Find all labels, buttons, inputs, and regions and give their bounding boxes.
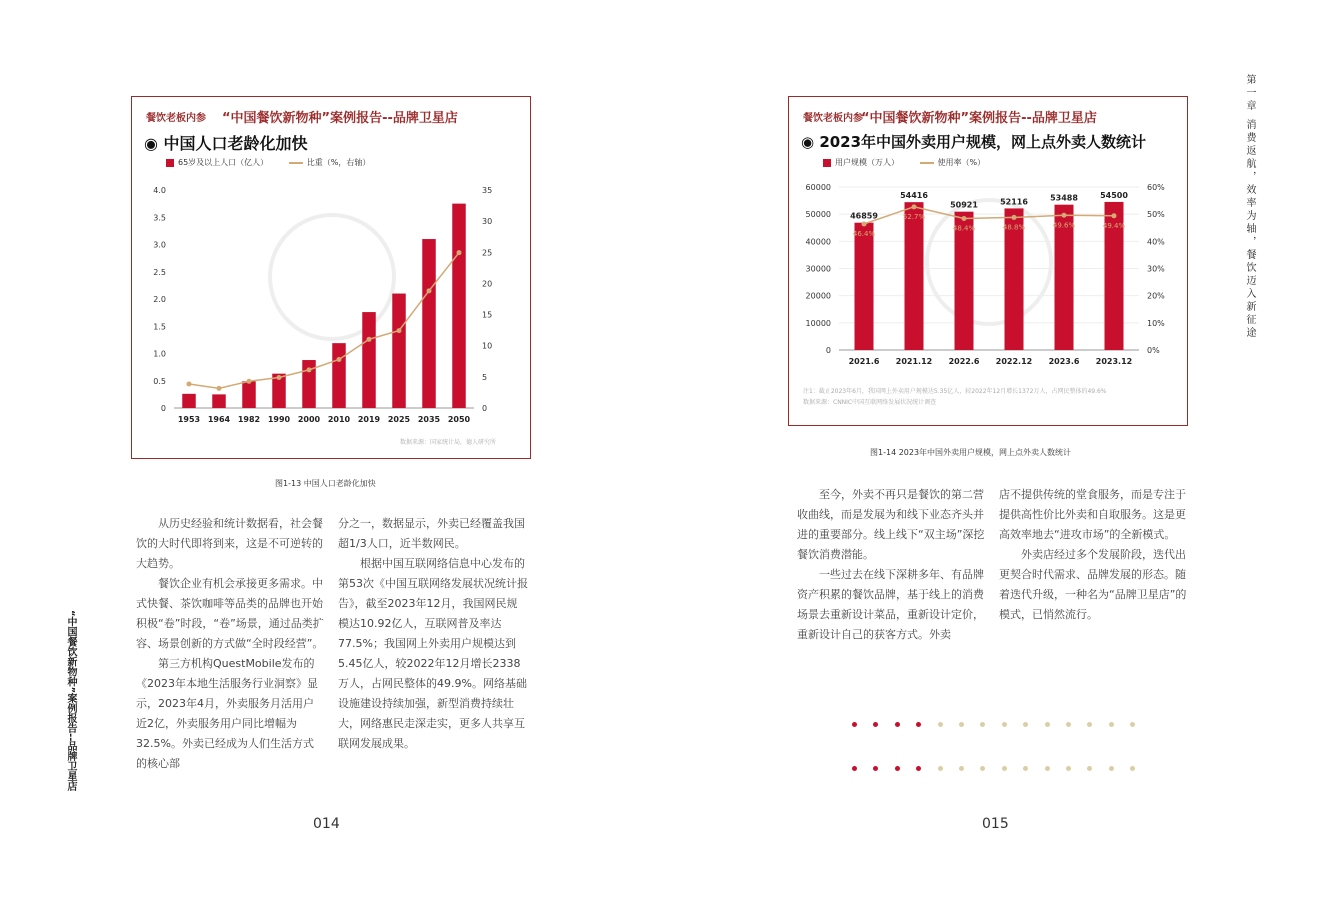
decor-dot (959, 766, 964, 771)
line-point (962, 216, 967, 221)
decor-dot (980, 766, 985, 771)
decor-dot (1130, 766, 1135, 771)
paragraph: 外卖店经过多个发展阶段，迭代出更契合时代需求、品牌发展的形态。随着迭代升级，一种名为“品牌卫星店”的模式，已悄然流行。 (999, 548, 1187, 621)
decor-dot (1023, 766, 1028, 771)
bar-value-label: 46859 (850, 211, 878, 221)
paragraph: 一些过去在线下深耕多年、有品牌资产积累的餐饮品牌，基于线上的消费场景去重新设计菜品，重新设计定价，重新设计自己的获客方式。外卖 (797, 568, 984, 641)
right-text-column-2 (999, 485, 1189, 625)
x-tick-label: 2022.12 (995, 357, 1033, 366)
bar-value-label: 54416 (900, 191, 928, 201)
page-number: 015 (982, 816, 1009, 832)
x-tick-label: 1982 (237, 415, 261, 424)
y-tick-label: 4.0 (153, 186, 166, 195)
line-point (457, 250, 462, 255)
left-text-column-2 (338, 514, 528, 754)
bar (242, 381, 256, 408)
bar (422, 239, 436, 408)
paragraph: 从历史经验和统计数据看，社会餐饮的大时代即将到来，这是不可逆转的大趋势。 (136, 517, 323, 570)
report-title: “中国餐饮新物种”案例报告--品牌卫星店 (222, 111, 458, 126)
left-text-column-1 (136, 514, 324, 774)
y2-tick-label: 20% (1147, 291, 1165, 301)
decor-dot (852, 766, 857, 771)
bar (852, 223, 876, 350)
line-value-label: 49.4% (1102, 221, 1126, 230)
line-point (862, 221, 867, 226)
target-icon: ◉ (801, 133, 820, 151)
bar-value-label: 52116 (1000, 197, 1028, 207)
line-value-label: 49.6% (1052, 221, 1076, 230)
x-tick-label: 2019 (357, 415, 381, 424)
y-tick-label: 40000 (805, 237, 831, 247)
decor-dot (873, 722, 878, 727)
decor-dot (959, 722, 964, 727)
x-tick-label: 2000 (297, 415, 321, 424)
y2-tick-label: 20 (482, 279, 493, 289)
y-tick-label: 1.5 (153, 322, 166, 332)
paragraph: 根据中国互联网络信息中心发布的第53次《中国互联网络发展状况统计报告》，截至2023年12月，我国网民规模达10.92亿人，互联网普及率达77.5%；我国网上外卖用户规模达到5.45亿人，较2022年12月增长2338万人，占网民整体的49.9%。网络基础设施建设持续加强，新型消费持续壮大，网络惠民走深走实，更多人共享互联网发展成果。 (338, 557, 528, 750)
figure-caption: 图1-13 中国人口老龄化加快 (275, 479, 376, 488)
x-tick-label: 2021.6 (848, 357, 880, 366)
x-tick-label: 1990 (267, 415, 291, 424)
x-tick-label: 2025 (387, 415, 411, 424)
y-tick-label: 1.0 (153, 349, 166, 359)
decor-dot (1045, 766, 1050, 771)
x-tick-label: 2035 (417, 415, 441, 424)
y2-tick-label: 25 (482, 248, 493, 258)
line-value-label: 48.8% (1002, 223, 1026, 232)
bar (302, 360, 316, 408)
paragraph: 第三方机构QuestMobile发布的《2023年本地生活服务行业洞察》显示，2023年4月，外卖服务月活用户近2亿，外卖服务用户同比增幅为32.5%。外卖已经成为人们生活方式的核心部 (136, 657, 318, 770)
decor-dot (1066, 766, 1071, 771)
series-line (189, 253, 459, 389)
y-tick-label: 0 (160, 404, 166, 413)
y-tick-label: 20000 (805, 291, 831, 301)
decor-dot (938, 766, 943, 771)
y-tick-label: 3.0 (153, 240, 166, 250)
y2-tick-label: 40% (1147, 237, 1165, 247)
decor-dot (938, 722, 943, 727)
line-point (307, 367, 312, 372)
y-tick-label: 3.5 (153, 213, 166, 223)
y2-tick-label: 50% (1147, 210, 1165, 220)
bar (332, 343, 346, 408)
line-value-label: 46.4% (852, 229, 876, 238)
target-icon: ◉ (144, 134, 164, 153)
aging-chart-plot (132, 97, 530, 458)
decor-dot (895, 766, 900, 771)
line-point (397, 328, 402, 333)
y2-tick-label: 10% (1147, 318, 1165, 328)
paragraph: 至今，外卖不再只是餐饮的第二营收曲线，而是发展为和线下业态齐头并进的重要部分。线上线下“双主场”深挖餐饮消费潜能。 (797, 488, 985, 561)
bar (182, 394, 196, 408)
bar (452, 204, 466, 408)
y-tick-label: 2.5 (153, 267, 166, 277)
delivery-chart-card (788, 96, 1188, 426)
line-point (217, 386, 222, 391)
decor-dot (895, 722, 900, 727)
y-tick-label: 0 (825, 346, 831, 355)
delivery-chart-plot (789, 97, 1187, 425)
y-tick-label: 50000 (805, 210, 831, 220)
chart-title: ◉ 2023年中国外卖用户规模，网上点外卖人数统计 (801, 133, 1147, 151)
line-point (1062, 213, 1067, 218)
y-tick-label: 60000 (805, 183, 831, 192)
decor-dot (980, 722, 985, 727)
y-tick-label: 2.0 (153, 295, 166, 304)
line-value-label: 48.4% (952, 224, 976, 233)
right-text-column-1 (797, 485, 985, 645)
report-title: “中国餐饮新物种”案例报告--品牌卫星店 (861, 111, 1097, 126)
line-point (1112, 213, 1117, 218)
x-tick-label: 1964 (207, 415, 231, 424)
decor-dot (1087, 766, 1092, 771)
bar-value-label: 50921 (950, 200, 978, 210)
bar (392, 294, 406, 408)
x-tick-label: 2022.6 (948, 357, 980, 366)
x-tick-label: 2023.12 (1095, 357, 1133, 366)
line-point (367, 337, 372, 342)
x-tick-label: 2010 (327, 415, 351, 424)
page-number: 014 (313, 816, 340, 832)
line-point (247, 379, 252, 384)
y2-tick-label: 35 (482, 186, 493, 195)
y2-tick-label: 10 (482, 341, 493, 351)
y2-tick-label: 60% (1147, 183, 1165, 192)
y2-tick-label: 0% (1147, 346, 1160, 355)
line-point (427, 288, 432, 293)
paragraph: 餐饮企业有机会承接更多需求。中式快餐、茶饮咖啡等品类的品牌也开始积极“卷”时段，“卷”场景，通过品类扩容、场景创新的方式做“全时段经营”。 (136, 577, 324, 650)
side-running-title: “中国餐饮新物种”案例报告--品牌卫星店 (65, 610, 76, 792)
x-tick-label: 2050 (447, 415, 471, 424)
line-point (337, 357, 342, 362)
decor-dot (1002, 722, 1007, 727)
decor-dot (1066, 722, 1071, 727)
aging-chart-card (131, 96, 531, 459)
paragraph: 店不提供传统的堂食服务，而是专注于提供高性价比外卖和自取服务。这是更高效率地去“进攻市场”的全新模式。 (999, 488, 1186, 541)
decor-dot (1023, 722, 1028, 727)
y-tick-label: 30000 (805, 264, 831, 274)
y2-tick-label: 30 (482, 217, 493, 227)
decor-dot (1130, 722, 1135, 727)
decor-dot (916, 722, 921, 727)
decor-dot (1087, 722, 1092, 727)
source-note: 数据来源：CNNIC中国互联网络发展状况统计调查 (803, 399, 937, 406)
side-chapter-title: 第一章 消费返航，效率为轴，餐饮迈入新征途 (1244, 74, 1255, 341)
decor-dot (1045, 722, 1050, 727)
x-tick-label: 2023.6 (1048, 357, 1080, 366)
brand-logo: 餐饮老板内参 (146, 113, 206, 124)
source-note: 数据来源：国家统计局，德人研究所 (400, 439, 497, 446)
bar-value-label: 54500 (1100, 190, 1128, 200)
series-line (864, 207, 1114, 224)
x-tick-label: 1953 (177, 415, 201, 424)
decor-dot (1002, 766, 1007, 771)
line-point (912, 204, 917, 209)
y-tick-label: 10000 (805, 318, 831, 328)
chart-legend: 用户规模（万人） 使用率（%） (823, 157, 985, 168)
brand-logo: 餐饮老板内参 (803, 113, 863, 124)
decor-dot (1109, 766, 1114, 771)
y2-tick-label: 5 (482, 372, 488, 382)
line-point (187, 382, 192, 387)
chart-note: 注1：截止2023年6月，我国网上外卖用户规模达5.35亿人，较2022年12月增长1372万人，占网民整体的49.6% (803, 388, 1107, 395)
y2-tick-label: 30% (1147, 264, 1165, 274)
decor-dot (873, 766, 878, 771)
chart-title: ◉ 中国人口老龄化加快 (144, 134, 308, 153)
figure-caption: 图1-14 2023年中国外卖用户规模，网上点外卖人数统计 (870, 448, 1072, 457)
paragraph: 分之一，数据显示，外卖已经覆盖我国超1/3人口，近半数网民。 (338, 517, 525, 550)
decor-dot (852, 722, 857, 727)
decor-dot (1109, 722, 1114, 727)
line-point (277, 375, 282, 380)
bar (362, 312, 376, 408)
y2-tick-label: 15 (482, 310, 493, 320)
chart-legend: 65岁及以上人口（亿人） 比重（%，右轴） (166, 157, 370, 168)
bar (212, 394, 226, 408)
x-tick-label: 2021.12 (895, 357, 933, 366)
line-value-label: 52.7% (902, 212, 926, 221)
y2-tick-label: 0 (482, 404, 488, 413)
bar (902, 202, 926, 350)
line-point (1012, 215, 1017, 220)
y-tick-label: 0.5 (153, 376, 166, 386)
decor-dot (916, 766, 921, 771)
bar-value-label: 53488 (1050, 193, 1078, 203)
